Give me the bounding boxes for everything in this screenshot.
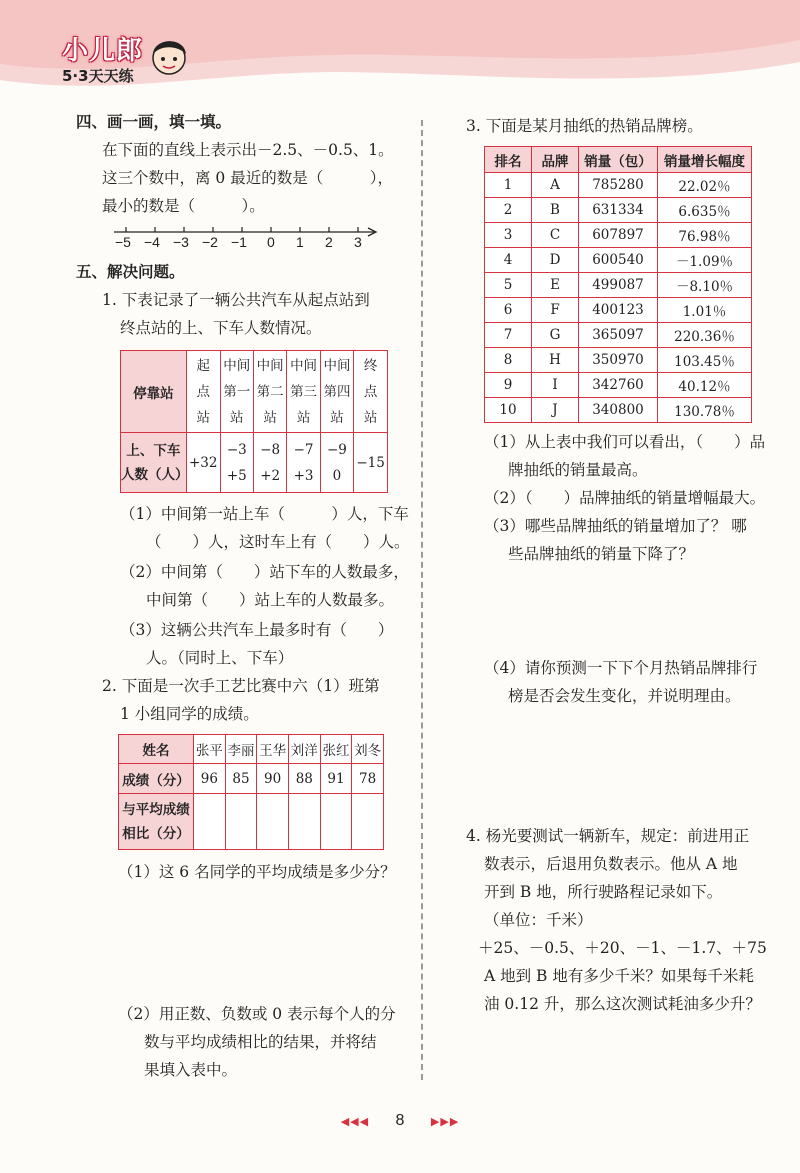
q1-intro-line1: 1. 下表记录了一辆公共汽车从起点站到 xyxy=(102,291,370,309)
number-line-ticks xyxy=(112,234,382,254)
count-text: −8 xyxy=(260,441,281,458)
table-cell: B xyxy=(532,198,579,223)
name-cell: 王华 xyxy=(257,735,289,764)
stop-text: 点 xyxy=(363,383,378,400)
q4-line7: 油 0.12 升，那么这次测试耗油多少升？ xyxy=(484,995,761,1013)
stop-text: 起 xyxy=(196,357,210,374)
answer-cell[interactable] xyxy=(320,794,352,850)
tick-label: −5 xyxy=(115,234,131,250)
table-cell: 785280 xyxy=(579,173,658,198)
q3-intro: 3. 下面是某月抽纸的热销品牌榜。 xyxy=(466,117,703,135)
name-cell: 刘冬 xyxy=(352,735,384,764)
s4-text-line3: 最小的数是（ ）。 xyxy=(102,197,265,215)
q2-intro-line1: 2. 下面是一次手工艺比赛中六（1）班第 xyxy=(102,677,380,695)
table-cell: 130.78％ xyxy=(658,398,752,423)
section-5-heading: 五、解决问题。 xyxy=(76,263,185,281)
table-cell: 342760 xyxy=(579,373,658,398)
answer-cell[interactable] xyxy=(352,794,384,850)
table-row xyxy=(121,433,388,493)
table-cell: D xyxy=(532,248,579,273)
table-cell: 220.36％ xyxy=(658,323,752,348)
table-header-cell: 排名 xyxy=(485,147,532,173)
count-text: 0 xyxy=(332,467,342,484)
stop-text: 站 xyxy=(296,409,311,426)
table-cell: J xyxy=(532,398,579,423)
q1-sub1-cont: （ ）人，这时车上有（ ）人。 xyxy=(146,533,410,551)
table-header-cell: 销量增长幅度 xyxy=(658,147,752,173)
score-cell: 88 xyxy=(288,764,320,794)
stop-cell xyxy=(354,351,388,433)
tick-label: −3 xyxy=(173,234,189,250)
tick-label: −2 xyxy=(202,234,218,250)
q3-sub4: （4）请你预测一下下个月热销品牌排行 xyxy=(484,659,758,677)
q4-line4: （单位：千米） xyxy=(484,911,593,929)
count-text: +5 xyxy=(226,467,247,484)
answer-cell[interactable] xyxy=(225,794,257,850)
page-header xyxy=(0,0,800,110)
table-cell: －1.09％ xyxy=(658,248,752,273)
count-cell: +32 xyxy=(186,433,220,493)
stop-text: 站 xyxy=(230,409,244,426)
answer-cell[interactable] xyxy=(288,794,320,850)
table-cell: 10 xyxy=(485,398,532,423)
count-text: −3 xyxy=(226,441,247,458)
table-cell: 4 xyxy=(485,248,532,273)
table-header-cell: 停靠站 xyxy=(121,351,187,433)
stop-cell xyxy=(320,351,353,433)
q4-line3: 开到 B 地，所行驶路程记录如下。 xyxy=(484,883,723,901)
table-cell: E xyxy=(532,273,579,298)
count-cell xyxy=(220,433,253,493)
table-header-cell: 姓名 xyxy=(119,735,194,764)
q1-sub3: （3）这辆公共汽车上最多时有（ ） xyxy=(120,621,394,639)
table-row xyxy=(485,273,752,298)
stop-text: 中间 xyxy=(323,357,351,374)
stop-text: 站 xyxy=(196,409,210,426)
q1-sub1: （1）中间第一站上车（ ）人，下车 xyxy=(120,505,409,523)
table-row xyxy=(121,351,388,433)
answer-cell[interactable] xyxy=(257,794,289,850)
tick-label: 1 xyxy=(296,234,304,250)
stop-text: 中间 xyxy=(290,357,318,374)
stop-cell xyxy=(220,351,253,433)
table-cell: －8.10％ xyxy=(658,273,752,298)
stop-text: 站 xyxy=(263,409,277,426)
table-cell: 365097 xyxy=(579,323,658,348)
tick-label: 2 xyxy=(325,234,333,250)
count-text: +3 xyxy=(293,467,314,484)
q3-sub2: （2）（ ）品牌抽纸的销量增幅最大。 xyxy=(484,489,766,507)
score-cell: 85 xyxy=(225,764,257,794)
name-cell: 张平 xyxy=(194,735,226,764)
table-row xyxy=(485,147,752,173)
table-cell: 3 xyxy=(485,223,532,248)
tick-label: 0 xyxy=(267,234,275,250)
q1-sub2-cont: 中间第（ ）站上车的人数最多。 xyxy=(146,591,395,609)
stop-cell xyxy=(287,351,320,433)
header-text: 人数（人） xyxy=(121,466,189,483)
table-header-cell: 品牌 xyxy=(532,147,579,173)
q2-sub2-cont1: 数与平均成绩相比的结果，并将结 xyxy=(144,1033,377,1051)
table-cell: 76.98％ xyxy=(658,223,752,248)
tick-label: −1 xyxy=(231,234,247,250)
table-cell: 9 xyxy=(485,373,532,398)
score-cell: 78 xyxy=(352,764,384,794)
header-text: 上、下车 xyxy=(126,442,181,459)
count-text: −7 xyxy=(293,441,314,458)
q3-sub4-cont: 榜是否会发生变化，并说明理由。 xyxy=(508,687,741,705)
number-line xyxy=(112,222,382,256)
table-cell: H xyxy=(532,348,579,373)
table-row xyxy=(485,323,752,348)
q3-sub1: （1）从上表中我们可以看出，（ ）品 xyxy=(484,433,766,451)
stop-text: 中间 xyxy=(256,357,284,374)
table-cell: 103.45％ xyxy=(658,348,752,373)
mascot-icon xyxy=(148,30,190,82)
q3-sub3: （3）哪些品牌抽纸的销量增加了？ 哪 xyxy=(484,517,747,535)
table-cell: C xyxy=(532,223,579,248)
count-text: −9 xyxy=(327,441,347,458)
stop-text: 终 xyxy=(363,357,378,374)
table-cell: 2 xyxy=(485,198,532,223)
table-row xyxy=(485,173,752,198)
score-table xyxy=(118,734,384,850)
stop-text: 中间 xyxy=(223,357,251,374)
header-text: 与平均成绩 xyxy=(122,801,190,818)
table-header-cell: 销量（包） xyxy=(579,147,658,173)
count-cell: −15 xyxy=(354,433,388,493)
stop-cell xyxy=(253,351,286,433)
name-cell: 刘洋 xyxy=(288,735,320,764)
ranking-rows xyxy=(485,173,752,423)
table-cell: 40.12％ xyxy=(658,373,752,398)
table-header-cell xyxy=(121,433,187,493)
stop-text: 站 xyxy=(330,409,344,426)
tick-label: 3 xyxy=(354,234,362,250)
header-text: 相比（分） xyxy=(122,825,190,842)
q2-sub2: （2）用正数、负数或 0 表示每个人的分 xyxy=(118,1005,396,1023)
table-cell: 6 xyxy=(485,298,532,323)
count-cell xyxy=(253,433,286,493)
q4-line5: ＋25、－0.5、＋20、－1、－1.7、＋75 xyxy=(478,939,767,957)
table-cell: 600540 xyxy=(579,248,658,273)
name-cell: 张红 xyxy=(320,735,352,764)
s4-text-line1: 在下面的直线上表示出－2.5、－0.5、1。 xyxy=(102,141,394,159)
table-cell: 1.01％ xyxy=(658,298,752,323)
table-row xyxy=(485,223,752,248)
count-cell xyxy=(287,433,320,493)
q4-line2: 数表示，后退用负数表示。他从 A 地 xyxy=(484,855,738,873)
stop-text: 站 xyxy=(363,409,378,426)
table-cell: 607897 xyxy=(579,223,658,248)
prev-arrows-icon: ◀◀◀ xyxy=(340,1116,370,1128)
table-cell: 400123 xyxy=(579,298,658,323)
table-cell: 7 xyxy=(485,323,532,348)
q2-intro-line2: 1 小组同学的成绩。 xyxy=(120,705,259,723)
column-divider xyxy=(421,120,423,1080)
page-footer xyxy=(0,1112,800,1130)
stop-text: 点 xyxy=(196,383,210,400)
stop-cell xyxy=(186,351,220,433)
tick-label: −4 xyxy=(144,234,160,250)
q3-sub3-cont: 些品牌抽纸的销量下降了？ xyxy=(508,545,695,563)
table-cell: 1 xyxy=(485,173,532,198)
table-row xyxy=(485,248,752,273)
score-cell: 90 xyxy=(257,764,289,794)
table-header-cell xyxy=(119,794,194,850)
table-header-cell: 成绩（分） xyxy=(119,764,194,794)
logo-title: 小儿郎 xyxy=(62,36,144,66)
table-row xyxy=(119,764,384,794)
answer-cell[interactable] xyxy=(194,794,226,850)
table-cell: 22.02％ xyxy=(658,173,752,198)
count-text: +2 xyxy=(260,467,281,484)
sales-ranking-table xyxy=(484,146,752,423)
q1-sub3-cont: 人。（同时上、下车） xyxy=(146,649,294,667)
q4-line1: 4. 杨光要测试一辆新车，规定：前进用正 xyxy=(466,827,750,845)
table-cell: 340800 xyxy=(579,398,658,423)
section-4-heading: 四、画一画，填一填。 xyxy=(76,113,232,131)
table-cell: I xyxy=(532,373,579,398)
stop-text: 第二 xyxy=(256,383,284,400)
brand-logo xyxy=(62,30,143,86)
stop-text: 第一 xyxy=(223,383,251,400)
logo-subtitle: 5·3天天练 xyxy=(62,67,134,85)
table-row xyxy=(485,298,752,323)
table-row xyxy=(119,735,384,764)
table-cell: 499087 xyxy=(579,273,658,298)
stop-text: 第四 xyxy=(323,383,351,400)
table-cell: A xyxy=(532,173,579,198)
table-cell: 5 xyxy=(485,273,532,298)
q3-sub1-cont: 牌抽纸的销量最高。 xyxy=(508,461,648,479)
table-cell: G xyxy=(532,323,579,348)
score-cell: 96 xyxy=(194,764,226,794)
table-cell: 350970 xyxy=(579,348,658,373)
table-row xyxy=(485,198,752,223)
table-cell: 8 xyxy=(485,348,532,373)
q2-sub1: （1）这 6 名同学的平均成绩是多少分？ xyxy=(118,863,396,881)
q2-sub2-cont2: 果填入表中。 xyxy=(144,1061,238,1079)
table-row xyxy=(485,373,752,398)
table-row xyxy=(485,348,752,373)
next-arrows-icon: ▶▶▶ xyxy=(430,1116,460,1128)
table-cell: F xyxy=(532,298,579,323)
score-cell: 91 xyxy=(320,764,352,794)
q1-sub2: （2）中间第（ ）站下车的人数最多， xyxy=(120,563,409,581)
s4-text-line2: 这三个数中，离 0 最近的数是（ ）， xyxy=(102,169,393,187)
name-cell: 李丽 xyxy=(225,735,257,764)
stop-text: 第三 xyxy=(290,383,318,400)
q4-line6: A 地到 B 地有多少千米？如果每千米耗 xyxy=(484,967,754,985)
page-number: 8 xyxy=(395,1112,405,1129)
q1-intro-line2: 终点站的上、下车人数情况。 xyxy=(120,319,322,337)
table-cell: 6.635％ xyxy=(658,198,752,223)
table-row xyxy=(485,398,752,423)
table-row xyxy=(119,794,384,850)
table-cell: 631334 xyxy=(579,198,658,223)
bus-passenger-table xyxy=(120,350,388,493)
count-cell xyxy=(320,433,353,493)
